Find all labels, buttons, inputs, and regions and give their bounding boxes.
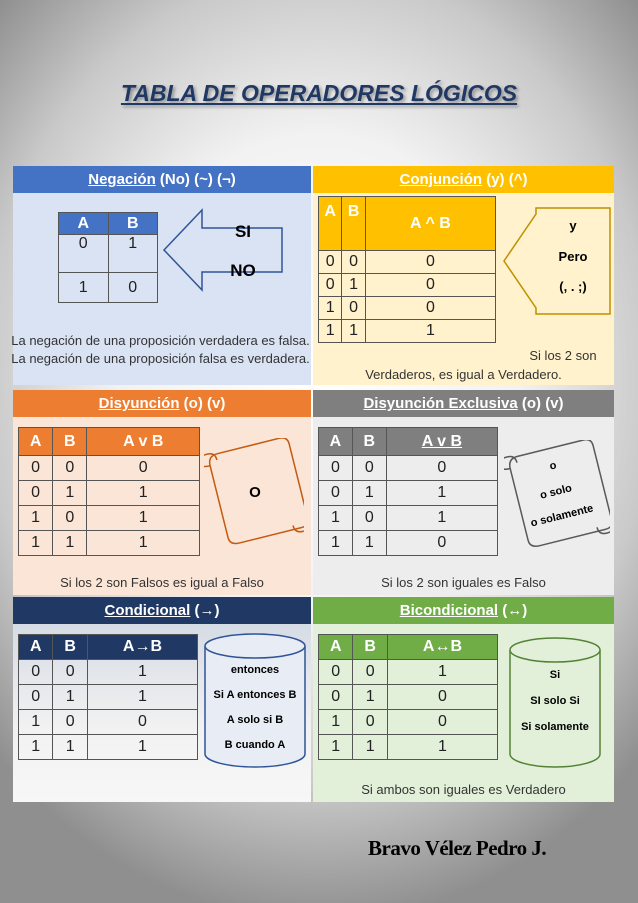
table-header-cell: A xyxy=(59,213,109,235)
table-cell: 0 xyxy=(53,660,87,685)
header-negacion xyxy=(13,166,311,193)
header-disyuncion-main: Disyunción xyxy=(98,395,180,412)
table-header-cell: A v B xyxy=(87,428,200,456)
table-cell: 0 xyxy=(319,685,353,710)
table-cell: 1 xyxy=(19,710,53,735)
table-cell: 1 xyxy=(386,481,497,506)
bicondicional-cyl-text-1: Si xyxy=(549,669,561,681)
header-conjuncion xyxy=(313,166,614,193)
header-condicional-main: Condicional xyxy=(104,602,191,619)
truth-table-negacion xyxy=(58,212,158,303)
header-conjuncion-main: Conjunción xyxy=(399,171,483,188)
table-cell: 0 xyxy=(87,456,200,481)
header-condicional xyxy=(13,597,311,624)
table-cell: 0 xyxy=(386,456,497,481)
table-header-cell: A v B xyxy=(386,428,497,456)
table-header-cell: A→B xyxy=(87,635,197,660)
table-cell: 1 xyxy=(387,735,497,760)
note-disyuncion: Si los 2 son Falsos es igual a Falso xyxy=(60,575,264,590)
table-header-cell: A xyxy=(19,428,53,456)
header-conjuncion-rest: (y) (^) xyxy=(482,171,528,188)
table-cell: 0 xyxy=(19,685,53,710)
note-bicondicional: Si ambos son iguales es Verdadero xyxy=(361,782,566,797)
table-cell: 1 xyxy=(53,685,87,710)
table-cell: 0 xyxy=(53,456,87,481)
table-header-cell: A xyxy=(319,635,353,660)
table-cell: 1 xyxy=(353,685,387,710)
table-header-cell: A xyxy=(319,197,342,251)
exclusiva-scroll-text-3: o solamente xyxy=(529,502,595,530)
table-cell: 1 xyxy=(87,531,200,556)
negacion-arrow-text-si: SI xyxy=(234,222,252,241)
table-header-cell: B xyxy=(352,428,386,456)
table-cell: 0 xyxy=(353,660,387,685)
conjuncion-arrow-text-pero: Pero xyxy=(558,249,588,264)
table-header-cell: A xyxy=(19,635,53,660)
table-cell: 0 xyxy=(53,506,87,531)
table-header-cell: A↔B xyxy=(387,635,497,660)
header-exclusiva-main: Disyunción Exclusiva xyxy=(363,395,518,412)
table-cell: 1 xyxy=(342,320,365,343)
table-cell: 1 xyxy=(53,481,87,506)
table-cell: 0 xyxy=(319,481,353,506)
table-cell: 1 xyxy=(53,735,87,760)
header-disyuncion xyxy=(13,390,311,417)
table-cell: 1 xyxy=(319,320,342,343)
header-bicondicional-main: Bicondicional xyxy=(399,602,499,619)
conjuncion-arrow-text-punct: (, . ;) xyxy=(559,279,587,294)
table-cell: 1 xyxy=(352,531,386,556)
condicional-cyl-text-3: A solo si B xyxy=(226,714,284,726)
table-cell: 1 xyxy=(19,506,53,531)
table-header-cell: B xyxy=(53,635,87,660)
note-negacion: La negación de una proposición verdadera es falsa. La negación de una proposición falsa es verdadera. xyxy=(11,333,310,366)
table-cell: 1 xyxy=(342,274,365,297)
table-cell: 1 xyxy=(87,685,197,710)
header-disyuncion-rest: (o) (v) xyxy=(179,395,226,412)
header-exclusiva-rest: (o) (v) xyxy=(517,395,564,412)
table-cell: 0 xyxy=(352,456,386,481)
bicondicional-cyl-text-2: SI solo Si xyxy=(530,695,580,707)
table-cell: 0 xyxy=(342,297,365,320)
author-signature: Bravo Vélez Pedro J. xyxy=(368,836,547,860)
truth-table-bicondicional xyxy=(318,634,498,760)
table-cell: 0 xyxy=(19,456,53,481)
header-bicondicional-rest: (↔) xyxy=(498,602,528,619)
table-cell: 0 xyxy=(365,297,495,320)
table-cell: 0 xyxy=(386,531,497,556)
table-cell: 0 xyxy=(319,660,353,685)
page-title: TABLA DE OPERADORES LÓGICOS xyxy=(120,80,518,106)
table-cell: 1 xyxy=(387,660,497,685)
truth-table-conjuncion xyxy=(318,196,496,343)
negacion-arrow-text-no: NO xyxy=(230,261,256,280)
table-cell: 1 xyxy=(319,297,342,320)
note-exclusiva: Si los 2 son iguales es Falso xyxy=(381,575,546,590)
table-cell: 0 xyxy=(352,506,386,531)
header-negacion-main: Negación xyxy=(88,171,156,188)
table-cell: 0 xyxy=(387,685,497,710)
table-cell: 0 xyxy=(59,235,109,273)
table-cell: 0 xyxy=(353,710,387,735)
conjuncion-arrow-text-y: y xyxy=(569,218,577,233)
table-cell: 1 xyxy=(19,735,53,760)
table-cell: 1 xyxy=(87,660,197,685)
truth-table-condicional xyxy=(18,634,198,760)
disyuncion-scroll-text: O xyxy=(249,484,261,501)
condicional-cyl-text-1: entonces xyxy=(230,664,280,676)
table-cell: 1 xyxy=(19,531,53,556)
table-header-cell: B xyxy=(353,635,387,660)
table-cell: 0 xyxy=(19,481,53,506)
exclusiva-scroll-text-2: o solo xyxy=(538,482,574,502)
table-cell: 0 xyxy=(365,274,495,297)
table-cell: 1 xyxy=(87,735,197,760)
table-cell: 0 xyxy=(319,251,342,274)
note-conjuncion-right: Si los 2 son xyxy=(529,348,597,363)
exclusiva-scroll-text-1: o xyxy=(548,459,558,473)
left-arrow-icon xyxy=(162,202,284,298)
note-conjuncion: Verdaderos, es igual a Verdadero. xyxy=(365,367,562,382)
table-cell: 0 xyxy=(365,251,495,274)
table-cell: 1 xyxy=(319,735,353,760)
header-bicondicional xyxy=(313,597,614,624)
table-header-cell: A ^ B xyxy=(365,197,495,251)
header-negacion-rest: (No) (~) (¬) xyxy=(155,171,236,188)
table-header-cell: B xyxy=(53,428,87,456)
table-cell: 1 xyxy=(353,735,387,760)
table-cell: 0 xyxy=(319,456,353,481)
table-cell: 1 xyxy=(108,235,158,273)
table-cell: 1 xyxy=(87,481,200,506)
table-cell: 0 xyxy=(19,660,53,685)
condicional-cyl-text-4: B cuando A xyxy=(224,739,286,751)
table-cell: 1 xyxy=(53,531,87,556)
table-cell: 1 xyxy=(365,320,495,343)
table-header-cell: A xyxy=(319,428,353,456)
truth-table-disyuncion xyxy=(18,427,200,556)
table-cell: 1 xyxy=(59,273,109,303)
table-cell: 1 xyxy=(319,531,353,556)
header-exclusiva xyxy=(313,390,614,417)
table-cell: 1 xyxy=(319,506,353,531)
table-header-cell: B xyxy=(342,197,365,251)
table-cell: 0 xyxy=(342,251,365,274)
table-cell: 0 xyxy=(108,273,158,303)
table-cell: 0 xyxy=(387,710,497,735)
table-cell: 0 xyxy=(53,710,87,735)
truth-table-exclusiva xyxy=(318,427,498,556)
table-cell: 0 xyxy=(319,274,342,297)
table-header-cell: B xyxy=(108,213,158,235)
header-condicional-rest: (→) xyxy=(190,602,220,619)
table-cell: 1 xyxy=(87,506,200,531)
table-cell: 1 xyxy=(386,506,497,531)
table-cell: 1 xyxy=(319,710,353,735)
table-cell: 0 xyxy=(87,710,197,735)
bicondicional-cyl-text-3: Si solamente xyxy=(521,721,589,733)
table-cell: 1 xyxy=(352,481,386,506)
condicional-cyl-text-2: Si A entonces B xyxy=(213,689,297,701)
